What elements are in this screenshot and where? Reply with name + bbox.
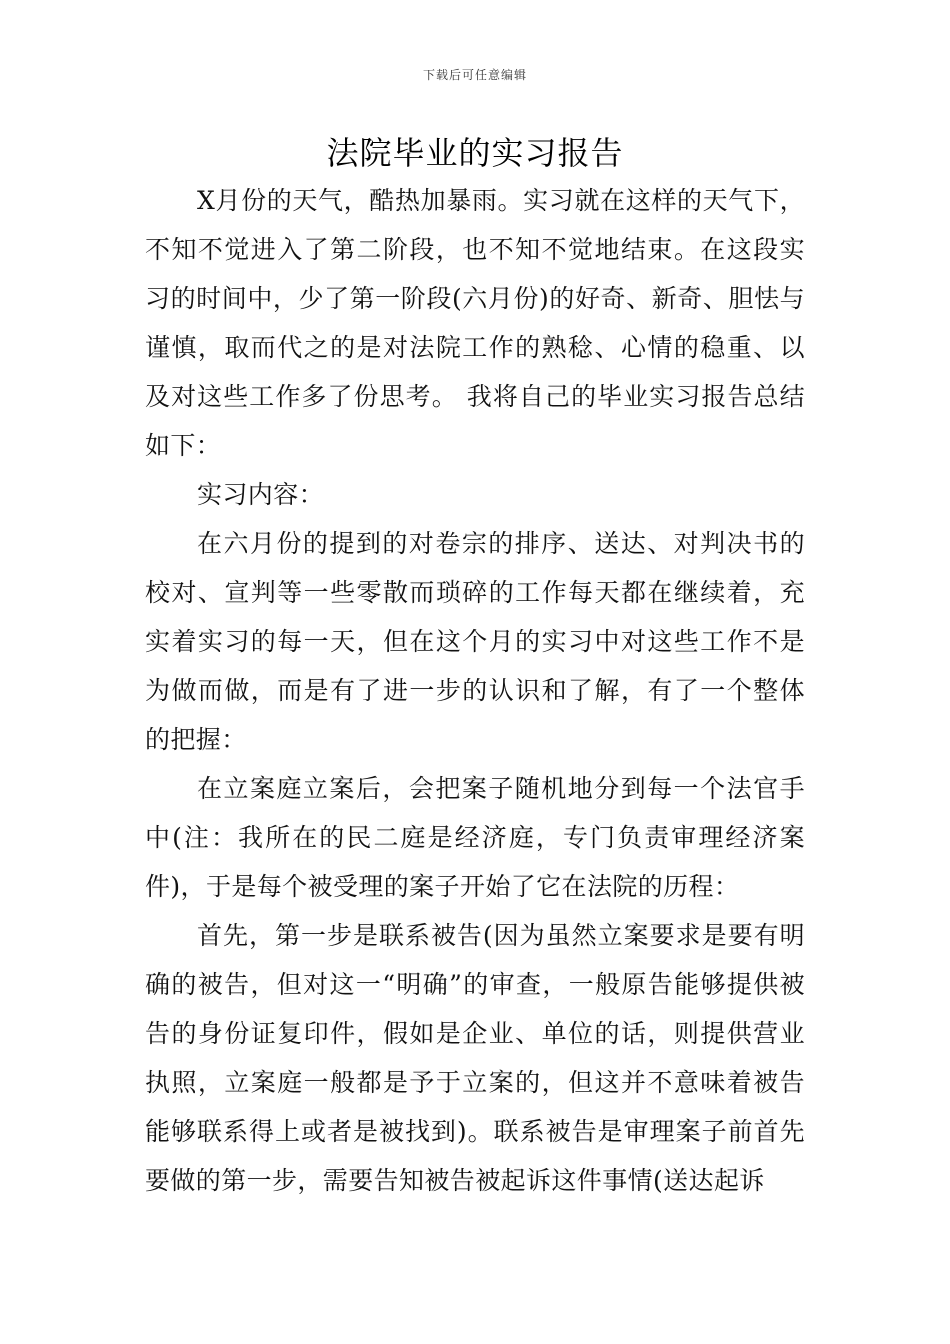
paragraph-section-heading: 实习内容： [197,480,325,509]
document-body [145,176,805,1205]
paragraph-first-step: 首先，第一步是联系被告(因为虽然立案要求是要有明确的被告，但对这一“明确”的审查，一般原告能够提供被告的身份证复印件，假如是企业、单位的话，则提供营业执照，立案庭一般都是予于立案的，但这并不意味着被告能够联系得上或者是被找到)。联系被告是审理案子前首先要做的第一步，需要告知被告被起诉这件事情(送达起诉 [145,921,805,1195]
paragraph-case-assignment: 在立案庭立案后，会把案子随机地分到每一个法官手中(注：我所在的民二庭是经济庭，专门负责审理经济案件)，于是每个被受理的案子开始了它在法院的历程： [145,774,805,901]
header-note: 下载后可任意编辑 [422,68,527,82]
paragraph-work-description: 在六月份的提到的对卷宗的排序、送达、对判决书的校对、宣判等一些零散而琐碎的工作每天都在继续着，充实着实习的每一天，但在这个月的实习中对这些工作不是为做而做，而是有了进一步的认识和了解，有了一个整体的把握： [145,529,805,754]
paragraph-intro: X月份的天气，酷热加暴雨。实习就在这样的天气下，不知不觉进入了第二阶段，也不知不觉地结束。在这段实习的时间中，少了第一阶段(六月份)的好奇、新奇、胆怯与谨慎，取而代之的是对法院工作的熟稔、心情的稳重、以及对这些工作多了份思考。 我将自己的毕业实习报告总结如下： [145,186,805,460]
document-title: 法院毕业的实习报告 [326,134,624,172]
